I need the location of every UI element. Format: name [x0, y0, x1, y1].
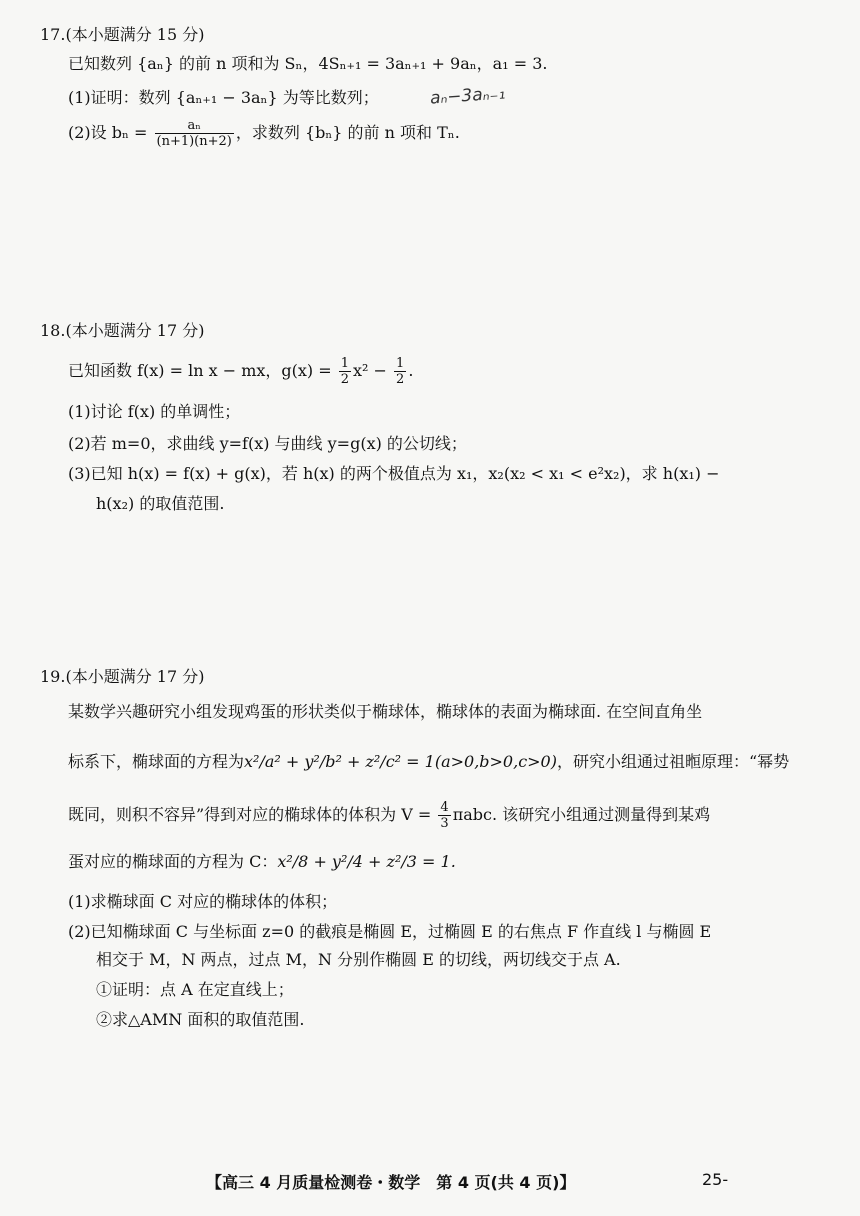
- question-number: 19.: [40, 667, 66, 686]
- q17-part1: (1)证明：数列 {aₙ₊₁ − 3aₙ} 为等比数列；: [68, 88, 379, 107]
- footer-code: 25-: [702, 1170, 729, 1189]
- footer-title: 【高三 4 月质量检测卷・数学 第 4 页(共 4 页)】: [206, 1173, 576, 1192]
- q19-line1: 某数学兴趣研究小组发现鸡蛋的形状类似于椭球体，椭球体的表面为椭球面. 在空间直角坐: [68, 702, 703, 721]
- score-note: (本小题满分 17 分): [65, 321, 205, 340]
- score-note: (本小题满分 15 分): [65, 25, 205, 44]
- q19-part2-cont: 相交于 M，N 两点，过点 M，N 分别作椭圆 E 的切线，两切线交于点 A.: [96, 950, 621, 969]
- q19-line4: 蛋对应的椭球面的方程为 C：x²/8 + y²/4 + z²/3 = 1.: [68, 852, 456, 871]
- q17-part2: (2)设 bₙ = $\frac{\text{aₙ}}{(n+1)(n+2)}$ ，求数列 {bₙ} 的前 n 项和 Tₙ.: [68, 118, 460, 149]
- q19-line3: 既同，则积不容异”得到对应的椭球体的体积为 V = $\frac{4}{3}$ πabc. 该研究小组通过测量得到某鸡: [68, 800, 711, 831]
- question-17-header: [40, 22, 204, 45]
- fraction: $\frac{\text{aₙ}}{(n+1)(n+2)}$: [156, 118, 232, 149]
- q19-line2: 标系下，椭球面的方程为x²/a² + y²/b² + z²/c² = 1(a>0,b>0,c>0)，研究小组通过祖暅原理：“幂势: [68, 752, 790, 771]
- question-number: 17.: [40, 25, 66, 44]
- question-19-header: [40, 664, 204, 687]
- question-number: 18.: [40, 321, 66, 340]
- q19-sub2: ②求△AMN 面积的取值范围.: [96, 1010, 305, 1029]
- q17-stem: 已知数列 {aₙ} 的前 n 项和为 Sₙ，4Sₙ₊₁ = 3aₙ₊₁ + 9aₙ，a₁ = 3.: [68, 54, 548, 73]
- q18-part1: (1)讨论 f(x) 的单调性；: [68, 402, 241, 421]
- q19-sub1: ①证明：点 A 在定直线上；: [96, 980, 294, 999]
- q18-part3-cont: h(x₂) 的取值范围.: [96, 494, 225, 513]
- score-note: (本小题满分 17 分): [65, 667, 205, 686]
- q18-stem: 已知函数 f(x) = ln x − mx，g(x) = $\frac{1}{2}$ x² − $\frac{1}{2}$ .: [68, 356, 414, 387]
- handwritten-note: aₙ−3aₙ₋₁: [429, 83, 506, 109]
- question-18-header: [40, 318, 204, 341]
- q19-part2: (2)已知椭球面 C 与坐标面 z=0 的截痕是椭圆 E，过椭圆 E 的右焦点 F 作直线 l 与椭圆 E: [68, 922, 712, 941]
- q19-part1: (1)求椭球面 C 对应的椭球体的体积；: [68, 892, 338, 911]
- q18-part2: (2)若 m=0，求曲线 y=f(x) 与曲线 y=g(x) 的公切线；: [68, 434, 467, 453]
- q18-part3: (3)已知 h(x) = f(x) + g(x)，若 h(x) 的两个极值点为 x₁，x₂(x₂ < x₁ < e²x₂)，求 h(x₁) −: [68, 464, 720, 483]
